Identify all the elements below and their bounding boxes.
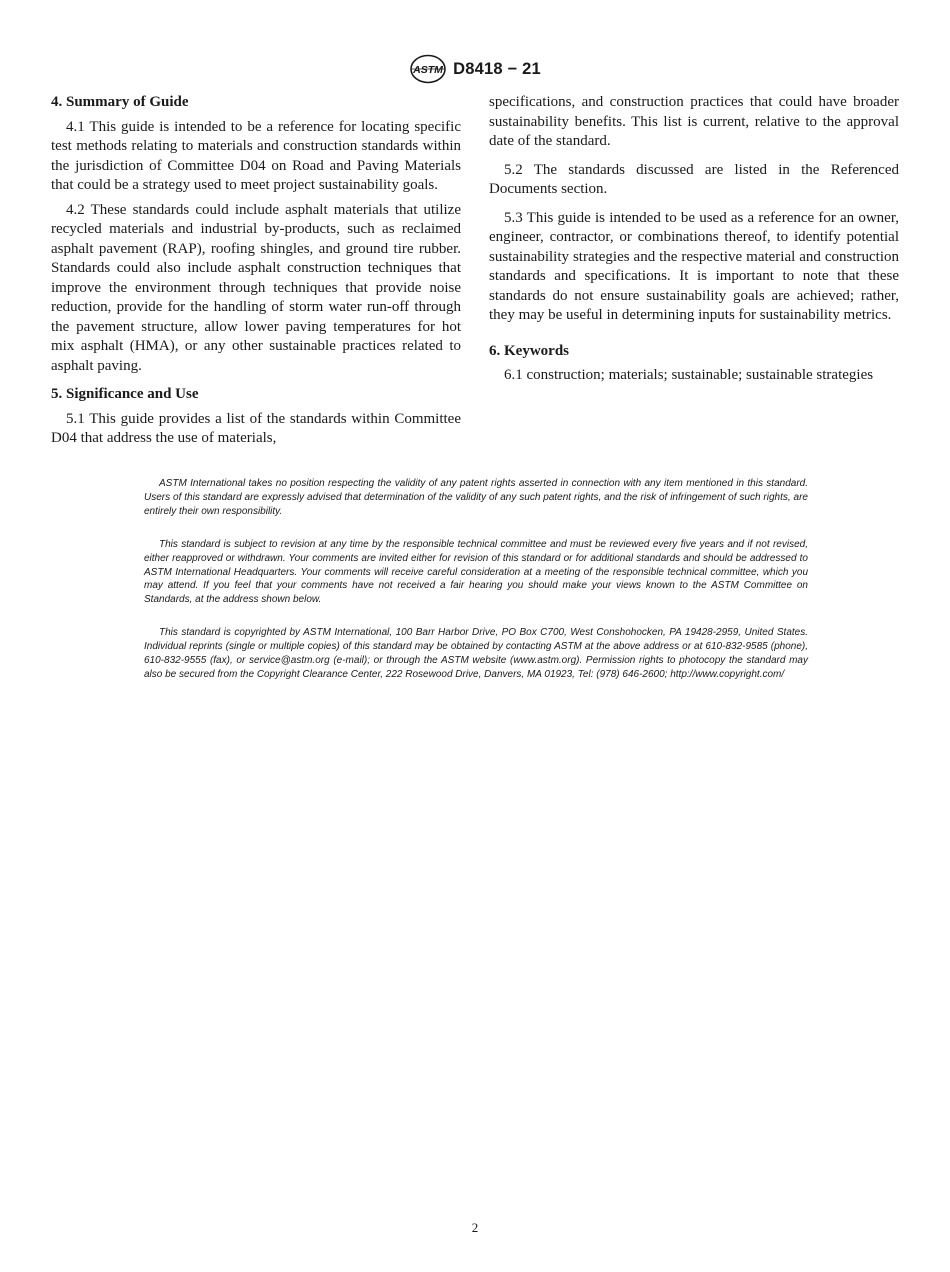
revision-notice: This standard is subject to revision at any time by the responsible technical committee and must be reviewed every five years and if not revised, either reapproved or withdrawn. Your comments are invited either for revision of this standard or for additional standards and should be addressed to ASTM International Headquarters. Your comments will receive careful consideration at a meeting of the responsible technical committee, which you may attend. If you feel that your comments have not received a fair hearing you should make your views known to the ASTM Committee on Standards, at the address shown below. <box>144 538 808 606</box>
paragraph-5-2: 5.2 The standards discussed are listed in the Referenced Documents section. <box>489 161 899 197</box>
page-number: 2 <box>471 1220 479 1235</box>
section-6-heading: 6. Keywords <box>489 342 569 359</box>
paragraph-4-2: 4.2 These standards could include asphalt materials that utilize recycled materials and industrial by-products, such as reclaimed asphalt pavement (RAP), roofing shingles, and ground tire rubber. Standards could also include asphalt construction techniques that improve the environment through techniques that provide noise reduction, provide for the handling of storm water run-off through the pavement structure, allow lower paving temperatures for hot mix asphalt (HMA), or any other sustainable practices related to asphalt paving. <box>51 201 461 374</box>
section-4-heading: 4. Summary of Guide <box>51 94 189 110</box>
paragraph-5-3: 5.3 This guide is intended to be used as a reference for an owner, engineer, contractor, or combinations thereof, to identify potential sustainability strategies and the respective material and construction standards and specifications. It is important to note that these standards do not ensure sustainability goals are achieved; rather, they may be useful in determining inputs for sustainability metrics. <box>489 209 899 323</box>
paragraph-4-1: 4.1 This guide is intended to be a reference for locating specific test methods relating to materials and construction standards within the jurisdiction of Committee D04 on Road and Paving Materials that could be a strategy used to meet project sustainability goals. <box>51 118 461 193</box>
section-5-heading: 5. Significance and Use <box>51 386 199 402</box>
patent-notice: ASTM International takes no position respecting the validity of any patent rights asserted in connection with any item mentioned in this standard. Users of this standard are expressly advised that determination of the validity of any such patent rights, and the risk of infringement of such rights, are entirely their own responsibility. <box>144 478 808 517</box>
paragraph-6-1: 6.1 construction; materials; sustainable; sustainable strategies <box>504 367 874 383</box>
standard-designation: D8418 − 21 <box>453 59 541 78</box>
svg-text:ASTM: ASTM <box>413 64 443 76</box>
left-column <box>51 93 461 449</box>
paragraph-5-1-start: 5.1 This guide provides a list of the standards within Committee D04 that address the use of materials, <box>51 410 461 446</box>
paragraph-5-1-continued: specifications, and construction practices that could have broader sustainability benefits. This list is current, relative to the approval date of the standard. <box>489 94 899 149</box>
page-header <box>0 54 950 84</box>
legal-notices <box>144 477 808 701</box>
astm-logo-icon <box>409 54 447 84</box>
copyright-notice: This standard is copyrighted by ASTM International, 100 Barr Harbor Drive, PO Box C700, West Conshohocken, PA 19428-2959, United States. Individual reprints (single or multiple copies) of this standard may be obtained by contacting ASTM at the above address or at 610-832-9585 (phone), 610-832-9555 (fax), or service@astm.org (e-mail); or through the ASTM website (www.astm.org). Permission rights to photocopy the standard may also be secured from the Copyright Clearance Center, 222 Rosewood Drive, Danvers, MA 01923, Tel: (978) 646-2600; http://www.copyright.com/ <box>144 627 808 680</box>
right-column <box>489 93 899 386</box>
